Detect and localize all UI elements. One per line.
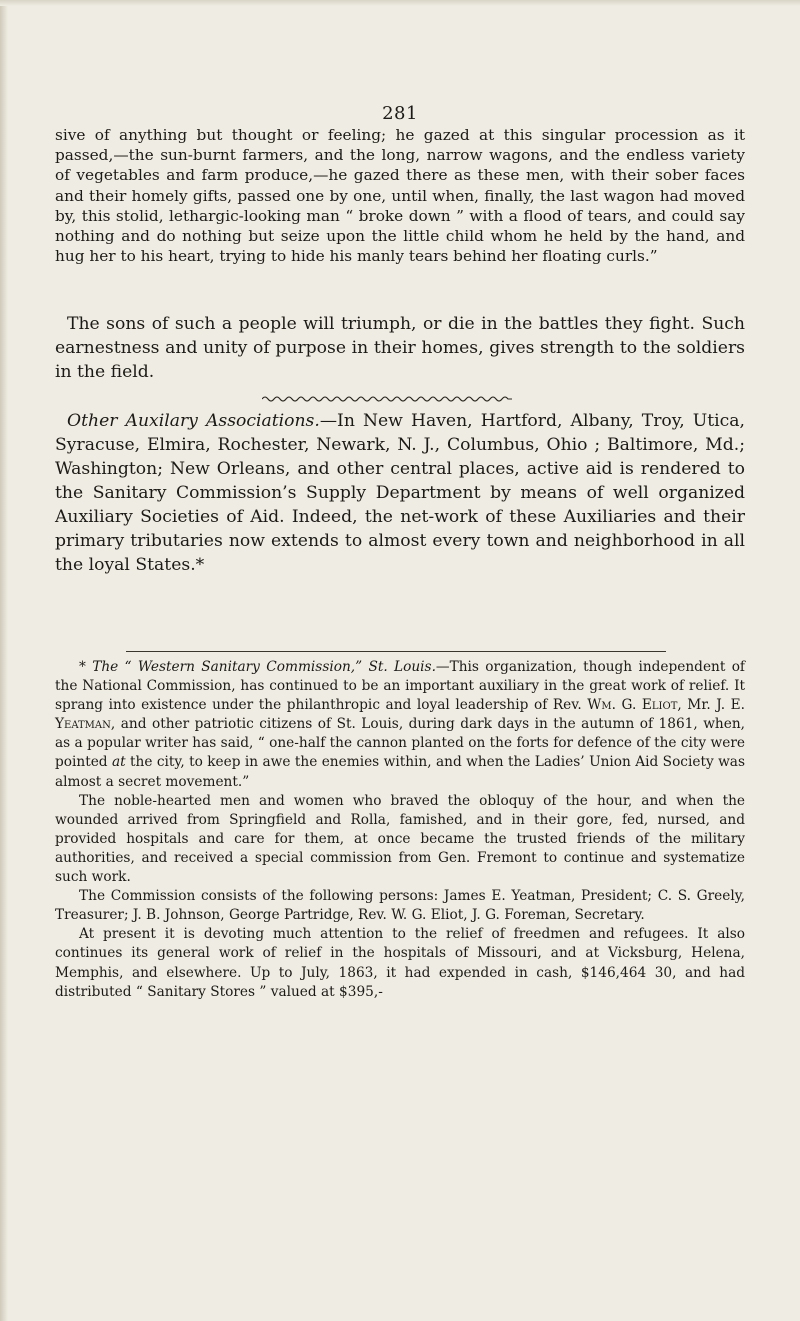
footnote-title: The “ Western Sanitary Commission,” St. Louis.: [92, 659, 436, 675]
footnote-text: the city, to keep in awe the enemies within, and when the Ladies’ Union Aid Society was almost a secret movement.”: [55, 754, 745, 790]
page-edge-top: [0, 0, 800, 6]
person-name: Yeatman: [55, 716, 111, 733]
auxiliary-body: —In New Haven, Hartford, Albany, Troy, Utica, Syracuse, Elmira, Rochester, Newark, N. J., Columbus, Ohio ; Baltimore, Md.; Washington; New Orleans, and other central places, active aid is rendered to the Sanitary Commission’s Supply Department by means of well organized Auxiliary Societies of Aid. Indeed, the net-work of these Auxiliaries and their primary tributaries now extends to almost every town and neighborhood in all the loyal States.*: [55, 411, 745, 575]
footnote-rule: [126, 651, 666, 652]
sons-paragraph: The sons of such a people will triumph, or die in the battles they fight. Such earnestness and unity of purpose in their homes, gives strength to the soldiers in the field.: [55, 314, 745, 382]
wavy-rule-ornament: [262, 395, 512, 403]
footnote-paragraph-4: At present it is devoting much attention to the relief of freedmen and refugees. It also continues its general work of relief in the hospitals of Missouri, and at Vicksburg, Helena, Memphis, and elsewhere. Up to July, 1863, it had expended in cash, $146,464 30, and had distributed “ Sanitary Stores ” valued at $395,-: [55, 926, 745, 1000]
footnote-text: —This organization, though independent of the National Commission, has continued to be an important auxiliary in the great work of relief. It sprang into existence under the philanthropic and loyal leadership of Rev.: [55, 659, 745, 714]
page-edge-left: [0, 0, 8, 1321]
footnote-paragraph-3: The Commission consists of the following persons: James E. Yeatman, President; C. S. Greely, Treasurer; J. B. Johnson, George Partridge, Rev. W. G. Eliot, J. G. Foreman, Secretary.: [55, 888, 745, 924]
page-number: 281: [382, 103, 418, 124]
footnote-paragraph-1: [55, 658, 745, 792]
auxiliary-associations-paragraph: [55, 409, 745, 577]
auxiliary-heading: Other Auxilary Associations.: [67, 411, 320, 431]
person-name: Wm. G. Eliot: [587, 697, 678, 714]
footnote-text: , Mr. J. E.: [677, 697, 745, 714]
footnote-text: , and other patriotic citizens of St. Louis, during dark days in the autumn of 1861, when, as a popular writer has said, “ one-half the cannon planted on the forts for defence of the city were pointed: [55, 716, 745, 771]
footnote-marker: *: [79, 659, 93, 675]
emphasis: at: [111, 754, 126, 771]
continuation-paragraph: sive of anything but thought or feeling; he gazed at this singular procession as it passed,—the sun-burnt farmers, and the long, narrow wagons, and the endless variety of vegetables and farm produce,—he gazed there as these men, with their sober faces and their homely gifts, passed one by one, until when, finally, the last wagon had moved by, this stolid, lethargic-looking man “ broke down ” with a flood of tears, and could say nothing and do nothing but seize upon the little child whom he held by the hand, and hug her to his heart, trying to hide his manly tears behind her floating curls.”: [55, 126, 745, 266]
footnote: [55, 658, 745, 1002]
footnote-paragraph-2: The noble-hearted men and women who braved the obloquy of the hour, and when the wounded arrived from Springfield and Rolla, famished, and in their gore, fed, nursed, and provided hospitals and care for them, at once became the trusted friends of the military authorities, and received a special commission from Gen. Fremont to continue and systematize such work.: [55, 792, 745, 886]
